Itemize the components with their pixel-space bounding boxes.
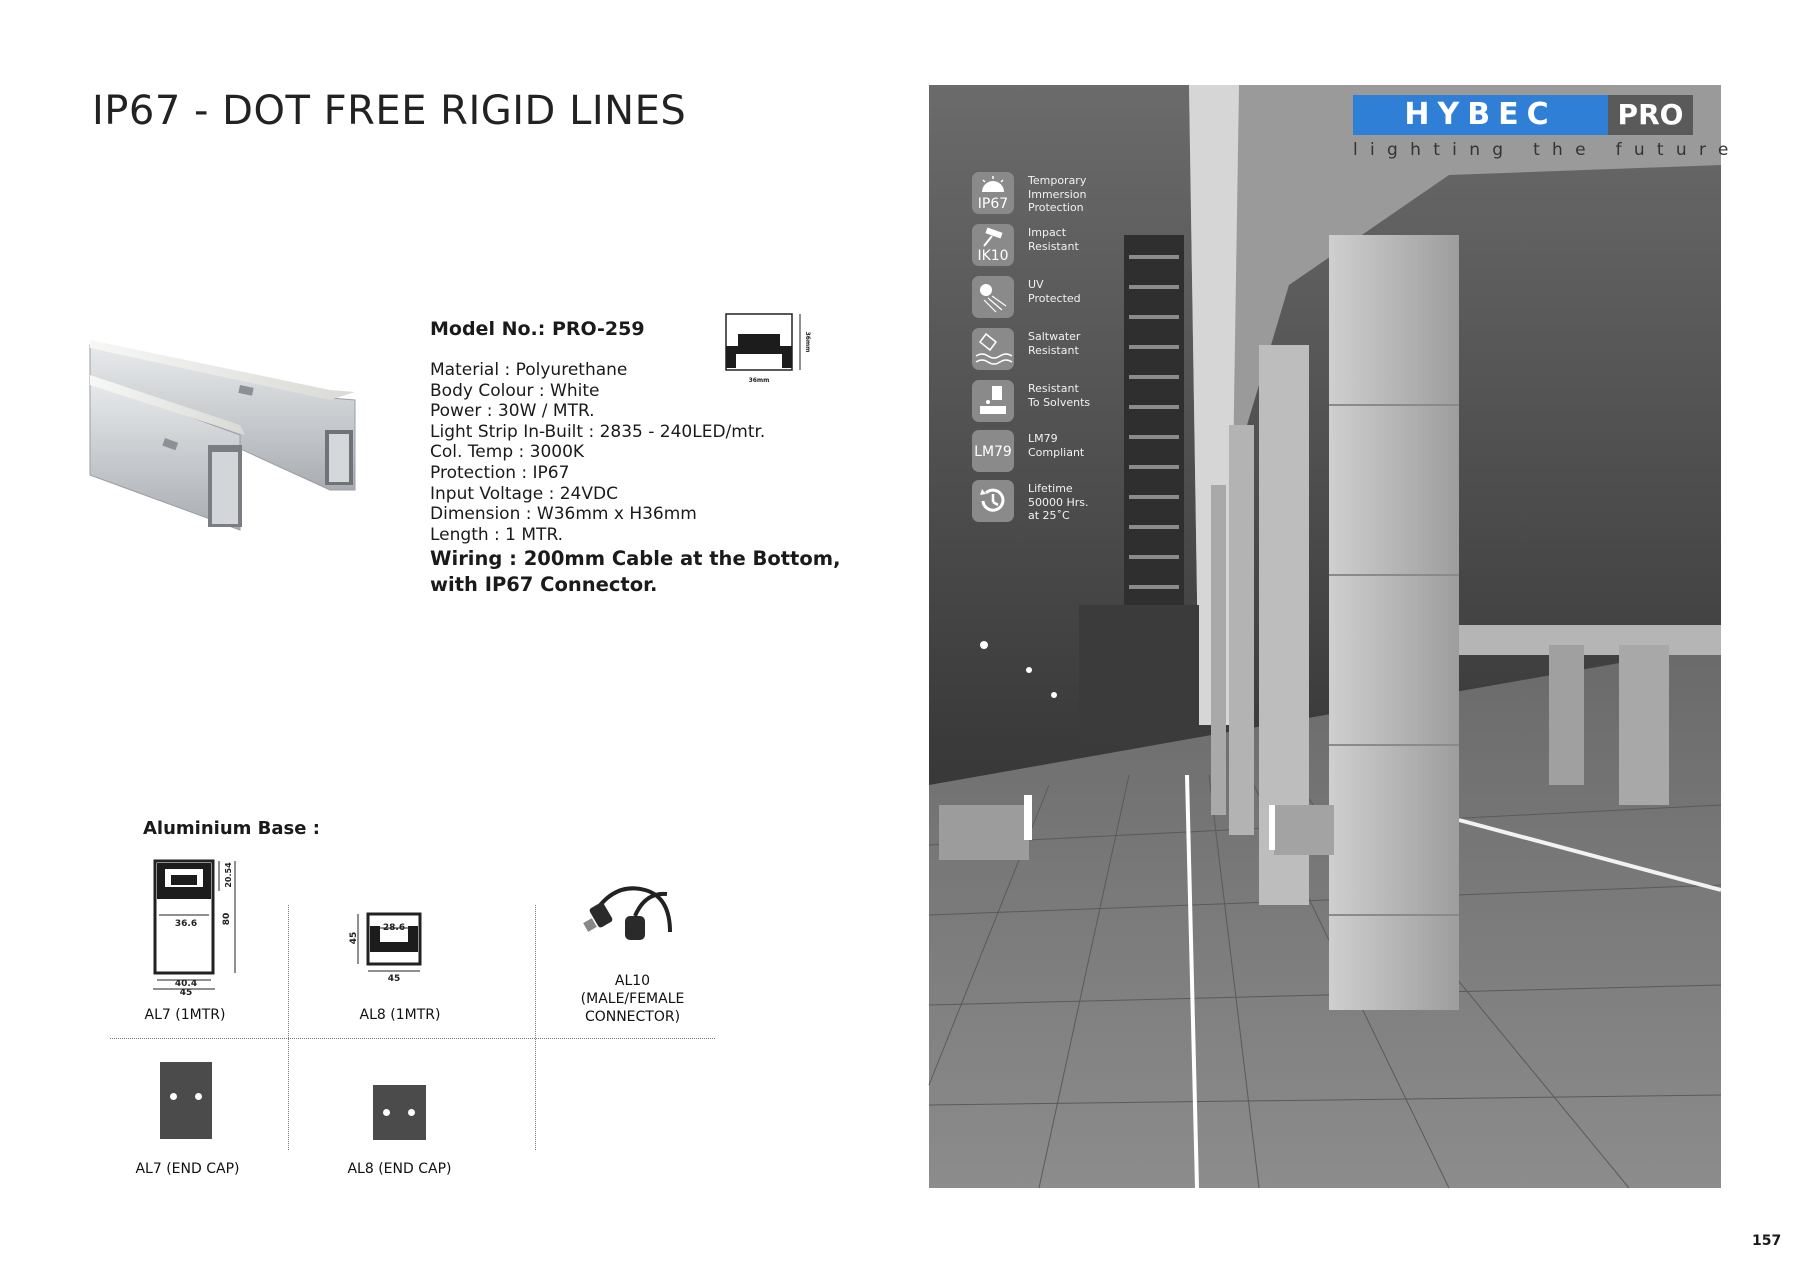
aluminium-base-title: Aluminium Base : [143, 818, 320, 839]
al8-dim-28-6: 28.6 [382, 923, 406, 933]
feature-lifetime-label-1: Lifetime [1028, 482, 1073, 495]
al7-end-cap-label: AL7 (END CAP) [135, 1161, 240, 1177]
al7-dim-20-54: 20.54 [224, 862, 233, 888]
spec-list [430, 360, 765, 545]
saltwater-icon [972, 328, 1014, 370]
solvent-icon [972, 380, 1014, 422]
spec-material: Material : Polyurethane [430, 360, 628, 380]
feature-lm79-label [1028, 432, 1084, 459]
page-number: 157 [1752, 1233, 1782, 1249]
brand-logo [1353, 95, 1693, 135]
uv-sun-icon [972, 276, 1014, 318]
al7-dim-40-4: 40.4 [174, 979, 198, 989]
al8-dim-45-height: 45 [349, 931, 359, 945]
al10-connector-image [585, 872, 680, 947]
feature-uv-label-2: Protected [1028, 291, 1081, 305]
page-title: IP67 - DOT FREE RIGID LINES [92, 88, 687, 134]
feature-lifetime-label-3: at 25˚C [1028, 509, 1070, 522]
al7-label: AL7 (1MTR) [144, 1007, 226, 1023]
al8-profile-drawing [350, 908, 440, 998]
spec-dimension: Dimension : W36mm x H36mm [430, 504, 697, 525]
al7-dim-36-6: 36.6 [174, 919, 198, 929]
grid-divider-horizontal [110, 1038, 715, 1039]
profile-width-dim: 36mm [748, 377, 770, 384]
wiring-note [430, 546, 840, 598]
spec-col-temp: Col. Temp : 3000K [430, 442, 585, 463]
al10-label-line-1: AL10 [614, 973, 651, 989]
feature-solvents-label [1028, 382, 1090, 409]
spec-power: Power : 30W / MTR. [430, 401, 595, 422]
feature-lifetime-label-2: 50000 Hrs. [1028, 495, 1089, 509]
feature-solvents-label-1: Resistant [1028, 382, 1079, 395]
al7-dim-80: 80 [222, 912, 232, 926]
feature-ik10-label-2: Resistant [1028, 239, 1079, 253]
feature-ip67-badge: IP67 [977, 196, 1009, 212]
feature-solvents [972, 380, 1192, 424]
grid-divider-vertical-2 [535, 905, 536, 1150]
al10-label [565, 972, 700, 1026]
al7-end-cap-image [160, 1062, 212, 1139]
wiring-line-1: Wiring : 200mm Cable at the Bottom, [430, 547, 841, 570]
feature-lm79-label-2: Compliant [1028, 445, 1085, 459]
spec-protection: Protection : IP67 [430, 462, 570, 483]
feature-lm79 [972, 430, 1192, 474]
feature-ik10-label-1: Impact [1028, 226, 1067, 239]
feature-saltwater [972, 328, 1192, 372]
al10-label-line-2: (MALE/FEMALE [580, 991, 685, 1007]
feature-saltwater-label-2: Resistant [1028, 343, 1079, 357]
al8-end-cap-image [373, 1085, 426, 1140]
feature-lm79-label-1: LM79 [1028, 432, 1058, 445]
feature-ik10-badge: IK10 [977, 248, 1009, 264]
product-photo [90, 340, 360, 540]
al7-profile-drawing [145, 855, 250, 998]
al8-dim-45-width: 45 [387, 974, 401, 984]
feature-ik10-label [1028, 226, 1079, 253]
al10-label-line-3: CONNECTOR) [584, 1009, 681, 1025]
feature-uv [972, 276, 1192, 320]
feature-ip67-label [1028, 174, 1086, 215]
feature-lifetime [972, 480, 1192, 524]
spec-body-colour: Body Colour : White [430, 380, 600, 401]
al8-end-cap-label: AL8 (END CAP) [347, 1161, 452, 1177]
feature-solvents-label-2: To Solvents [1028, 395, 1091, 409]
feature-lm79-badge: LM79 [974, 444, 1012, 460]
feature-uv-label [1028, 278, 1081, 305]
brand-tagline: lighting the future [1353, 140, 1741, 160]
sun-rain-icon [972, 172, 1014, 214]
hero-installation-photo [929, 85, 1741, 1188]
spec-light-strip: Light Strip In-Built : 2835 - 240LED/mtr. [430, 421, 766, 442]
feature-ik10 [972, 224, 1192, 268]
model-number: Model No.: PRO-259 [430, 318, 645, 340]
feature-ip67-label-2: Immersion [1028, 187, 1087, 201]
lm79-badge-icon [972, 430, 1014, 472]
feature-ip67-label-1: Temporary [1028, 174, 1087, 187]
feature-saltwater-label-1: Saltwater [1028, 330, 1081, 343]
spec-input-voltage: Input Voltage : 24VDC [430, 483, 618, 504]
spec-length: Length : 1 MTR. [430, 524, 564, 545]
feature-ip67 [972, 172, 1192, 216]
feature-lifetime-label [1028, 482, 1089, 523]
profile-height-dim: 36mm [804, 331, 811, 353]
feature-saltwater-label [1028, 330, 1080, 357]
grid-divider-vertical-1 [288, 905, 289, 1150]
wiring-line-2: with IP67 Connector. [430, 573, 658, 596]
al7-dim-45: 45 [179, 988, 193, 998]
brand-suffix: PRO [1608, 95, 1693, 135]
feature-uv-label-1: UV [1028, 278, 1044, 291]
feature-ip67-label-3: Protection [1028, 201, 1084, 214]
brand-name: HYBEC [1353, 95, 1608, 135]
hammer-icon [972, 224, 1014, 266]
clock-history-icon [972, 480, 1014, 522]
al8-label: AL8 (1MTR) [359, 1007, 441, 1023]
